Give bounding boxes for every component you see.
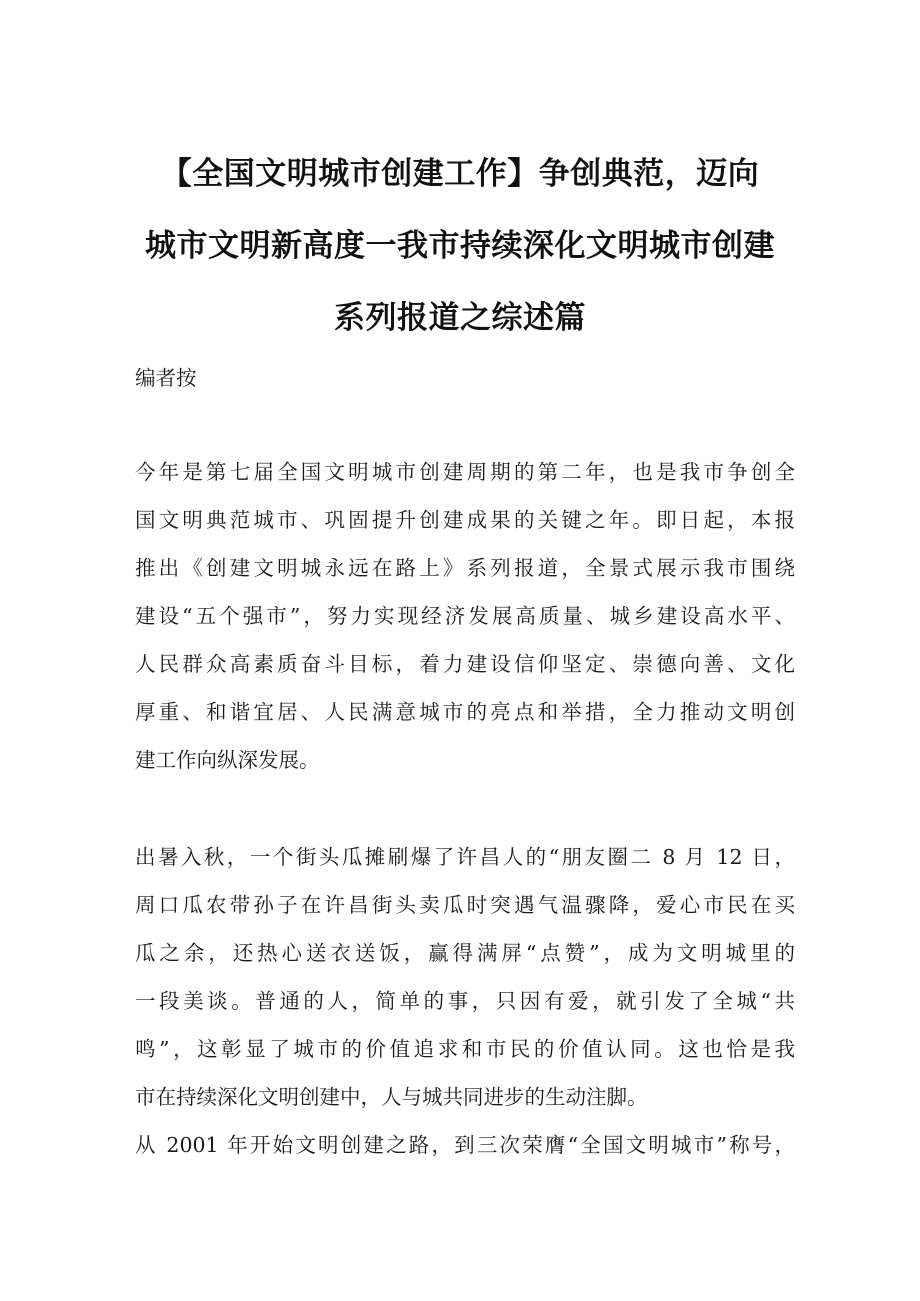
paragraph-line: 推出《创建文明城永远在路上》系列报道，全景式展示我市围绕 — [135, 556, 795, 580]
paragraph-line: 从 2001 年开始文明创建之路，到三次荣膺“全国文明城市”称号， — [135, 1133, 795, 1157]
paragraph-line: 今年是第七届全国文明城市创建周期的第二年，也是我市争创全 — [135, 460, 795, 484]
paragraph-line: 国文明典范城市、巩固提升创建成果的关键之年。即日起，本报 — [135, 508, 795, 532]
editor-note-label: 编者按 — [135, 366, 197, 390]
paragraph-line: 建工作向纵深发展。 — [135, 748, 320, 772]
paragraph-line: 市在持续深化文明创建中，人与城共同进步的生动注脚。 — [135, 1085, 648, 1109]
paragraph-line: 建设“五个强市”，努力实现经济发展高质量、城乡建设高水平、 — [135, 604, 795, 628]
paragraph-line: 鸣”，这彰显了城市的价值追求和市民的价值认同。这也恰是我 — [135, 1037, 795, 1061]
paragraph-line: 一段美谈。普通的人，简单的事，只因有爱，就引发了全城“共 — [135, 989, 795, 1013]
paragraph-line: 人民群众高素质奋斗目标，着力建设信仰坚定、崇德向善、文化 — [135, 652, 795, 676]
title-line-2: 城市文明新高度一我市持续深化文明城市创建 — [145, 228, 775, 264]
title-line-3: 系列报道之综述篇 — [334, 300, 586, 336]
paragraph-line: 瓜之余，还热心送衣送饭，赢得满屏“点赞”，成为文明城里的 — [135, 941, 795, 965]
paragraph-line: 出暑入秋，一个街头瓜摊刷爆了许昌人的“朋友圈二 8 月 12 日， — [135, 845, 795, 869]
title-line-1: 【全国文明城市创建工作】争创典范，迈向 — [160, 156, 760, 192]
paragraph-line: 厚重、和谐宜居、人民满意城市的亮点和举措，全力推动文明创 — [135, 700, 795, 724]
paragraph-line: 周口瓜农带孙子在许昌街头卖瓜时突遇气温骤降，爱心市民在买 — [135, 893, 795, 917]
